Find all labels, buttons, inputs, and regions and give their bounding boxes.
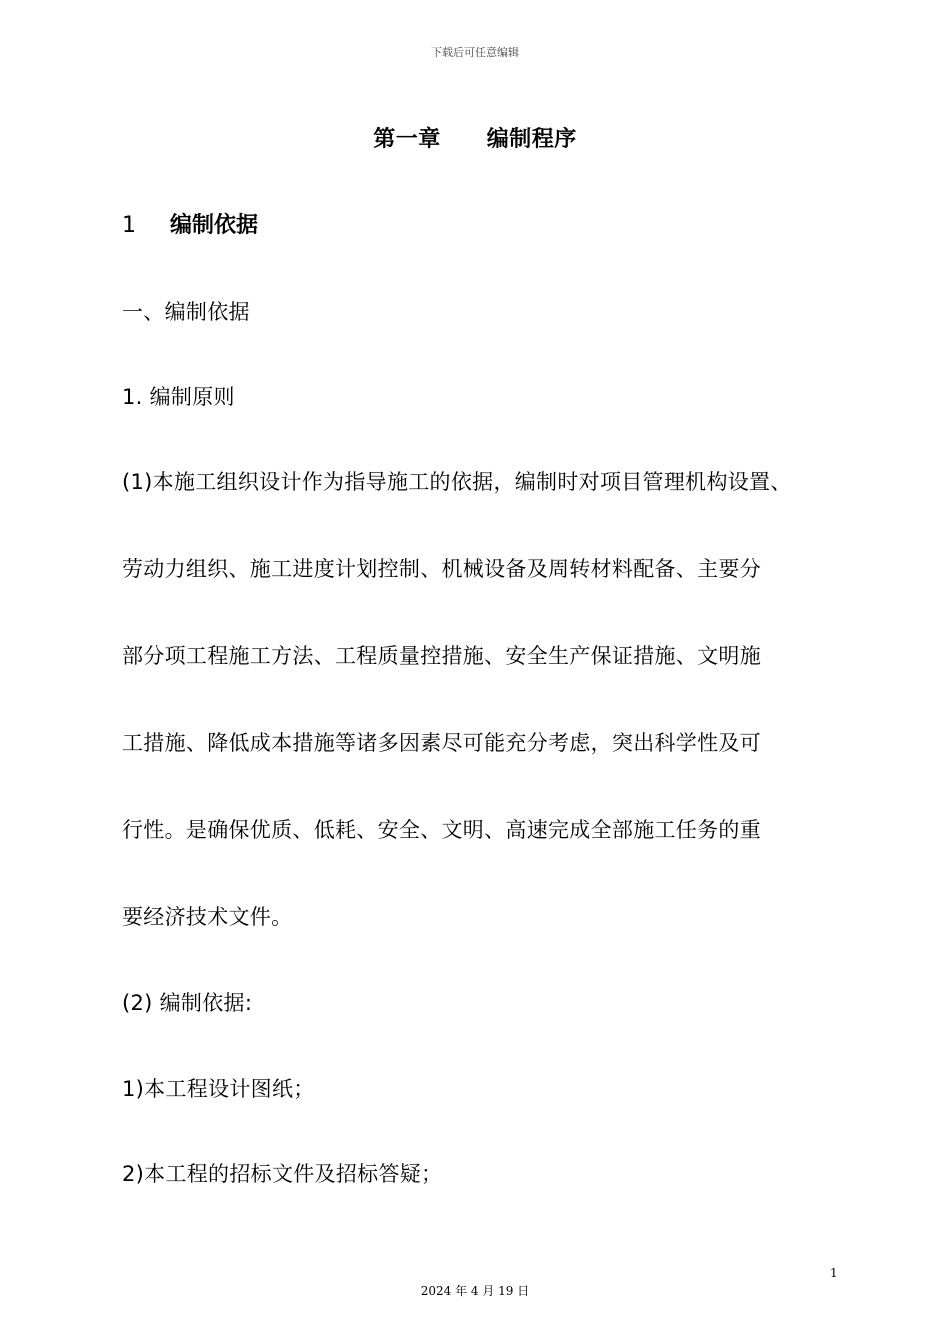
principle-heading: 1. 编制原则 [122, 385, 235, 409]
paragraph-line: (1)本施工组织设计作为指导施工的依据，编制时对项目管理机构设置、 [122, 470, 792, 494]
chapter-name: 编制程序 [486, 127, 577, 152]
chapter-label: 第一章 [373, 127, 441, 152]
subsection-heading: 一、编制依据 [122, 300, 250, 324]
list-item: 1)本工程设计图纸； [122, 1077, 315, 1101]
list-item: 2)本工程的招标文件及招标答疑； [122, 1162, 443, 1186]
section-heading [122, 208, 258, 239]
paragraph-line: 劳动力组织、施工进度计划控制、机械设备及周转材料配备、主要分 [122, 557, 761, 581]
header-note: 下载后可任意编辑 [431, 46, 519, 59]
paragraph-line: 行性。是确保优质、低耗、安全、文明、高速完成全部施工任务的重 [122, 818, 761, 842]
section-title: 编制依据 [170, 213, 259, 238]
page-number: 1 [830, 1266, 838, 1280]
basis-heading: (2) 编制依据: [122, 991, 253, 1015]
section-number: 1 [122, 213, 136, 238]
paragraph-line: 要经济技术文件。 [122, 905, 293, 929]
chapter-title [0, 122, 950, 153]
paragraph-line: 部分项工程施工方法、工程质量控措施、安全生产保证措施、文明施 [122, 644, 761, 668]
paragraph-line: 工措施、降低成本措施等诸多因素尽可能充分考虑，突出科学性及可 [122, 731, 761, 755]
footer-date: 2024 年 4 月 19 日 [420, 1284, 530, 1298]
